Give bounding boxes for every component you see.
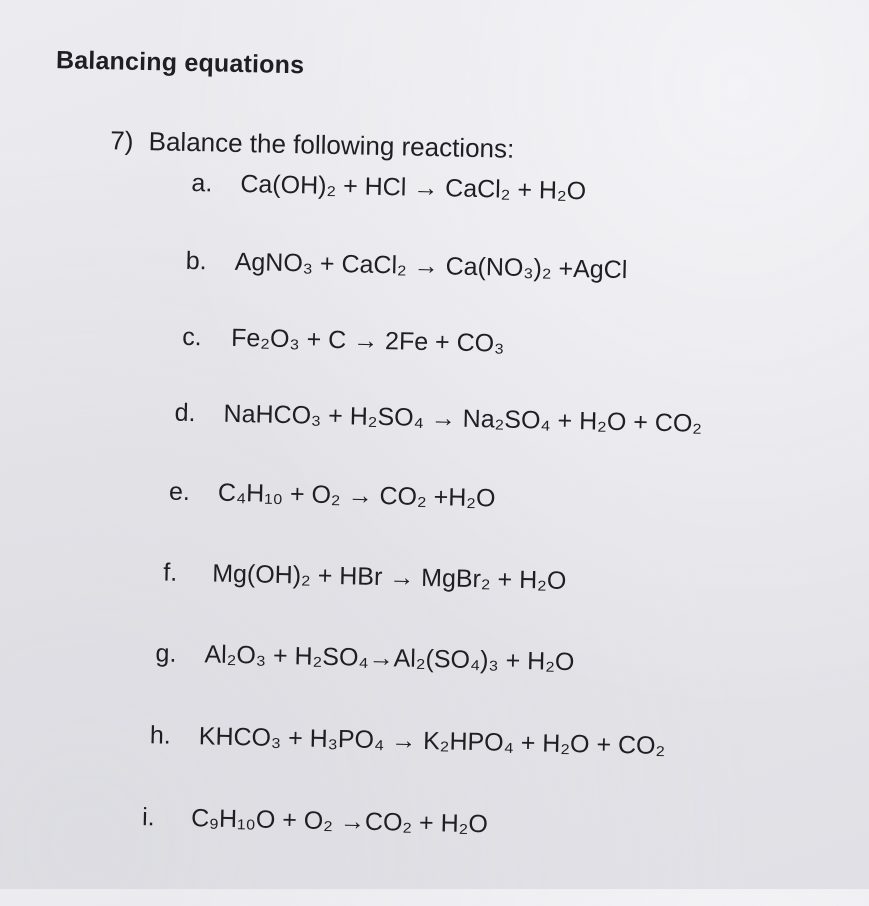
- question-number: 7): [110, 125, 134, 156]
- question-prompt: Balance the following reactions:: [148, 126, 515, 164]
- equation-item-a: [191, 169, 586, 206]
- equation-item-h: [150, 721, 666, 761]
- item-letter: g.: [155, 639, 177, 668]
- item-letter: c.: [181, 322, 202, 352]
- equation-item-i: [142, 803, 488, 839]
- item-letter: h.: [149, 721, 172, 750]
- equation-text: Ca(OH)₂ + HCl → CaCl₂ + H₂O: [240, 170, 587, 206]
- item-letter: f.: [162, 558, 178, 587]
- page-title: Balancing equations: [55, 46, 305, 80]
- equation-text: KHCO₃ + H₃PO₄ → K₂HPO₄ + H₂O + CO₂: [198, 722, 666, 761]
- equation-text: Al₂O₃ + H₂SO₄→Al₂(SO₄)₃ + H₂O: [204, 640, 575, 677]
- equation-text: C₉H₁₀O + O₂ →CO₂ + H₂O: [190, 804, 489, 839]
- equation-item-f: [163, 558, 567, 595]
- equation-text: C₄H₁₀ + O₂ → CO₂ +H₂O: [217, 478, 496, 513]
- equation-text: NaHCO₃ + H₂SO₄ → Na₂SO₄ + H₂O + CO₂: [223, 399, 703, 438]
- equation-text: Fe₂O₃ + C → 2Fe + CO₃: [230, 323, 505, 358]
- item-letter: a.: [191, 168, 213, 198]
- item-letter: b.: [185, 246, 207, 276]
- equation-text: AgNO₃ + CaCl₂ → Ca(NO₃)₂ +AgCl: [234, 247, 628, 285]
- question-heading: [110, 125, 515, 164]
- equation-item-b: [186, 247, 628, 285]
- equation-item-d: [174, 399, 702, 439]
- item-letter: e.: [168, 477, 191, 507]
- equation-text: Mg(OH)₂ + HBr → MgBr₂ + H₂O: [211, 559, 567, 595]
- equation-item-g: [155, 639, 574, 677]
- item-letter: i.: [141, 803, 155, 832]
- item-letter: d.: [174, 398, 196, 428]
- equation-item-e: [169, 478, 496, 514]
- equation-item-c: [182, 323, 505, 359]
